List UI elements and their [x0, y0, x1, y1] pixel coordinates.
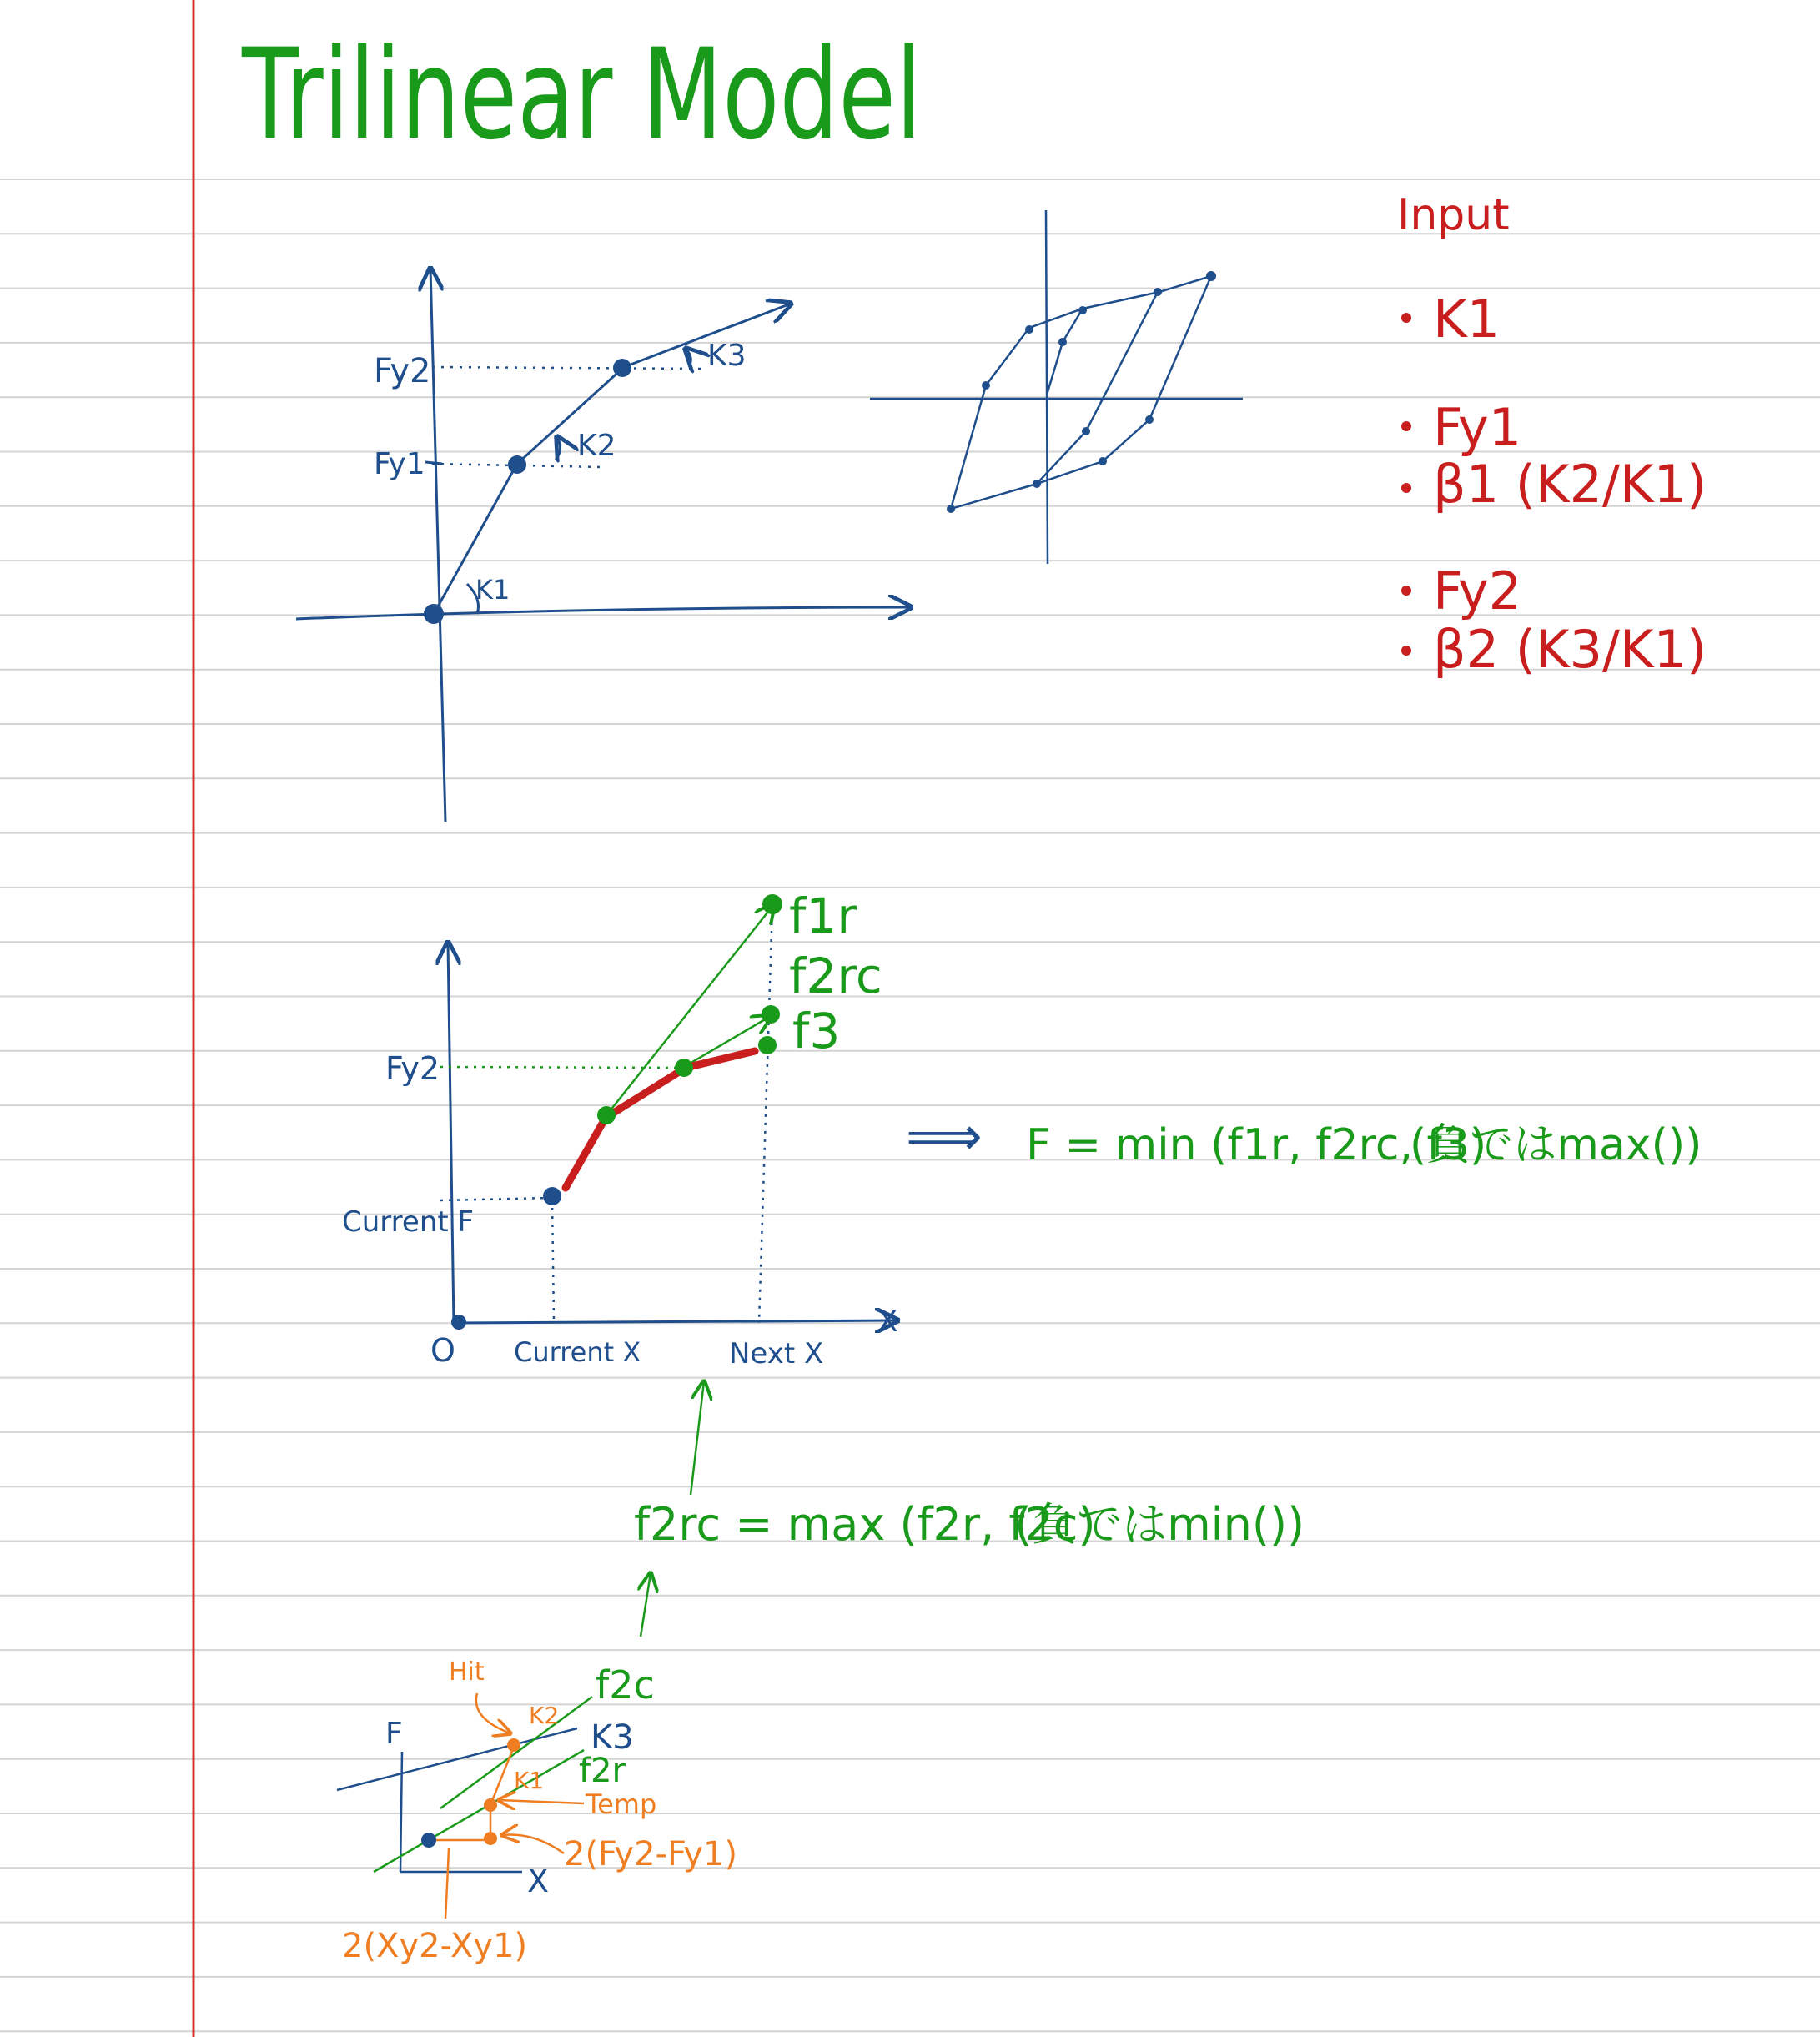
temp-lower-point: [484, 1832, 497, 1845]
detail-label-k1: K1: [514, 1767, 545, 1794]
detail-label-f2r: f2r: [579, 1752, 626, 1790]
backbone-label-fy1: Fy1: [374, 447, 425, 481]
xy-diff-pointer: [445, 1848, 449, 1919]
detail-label-k3: K3: [591, 1718, 634, 1757]
step-label-current-x: Current X: [514, 1336, 641, 1368]
input-bullet: [1401, 313, 1411, 323]
backbone-origin-point: [424, 604, 444, 624]
input-bullet: [1401, 483, 1411, 493]
detail-label-2fy: 2(Fy2-Fy1): [564, 1835, 738, 1874]
backbone-x-axis: [296, 607, 911, 619]
temp-pointer: [499, 1800, 584, 1803]
f3-point: [758, 1036, 777, 1054]
input-bullet: [1401, 646, 1411, 656]
f2rc-equation: f2rc = max (f2r, f2c): [634, 1498, 1096, 1551]
hit-pointer: [476, 1693, 510, 1733]
k3-angle-arc: [686, 349, 691, 367]
input-list: [1401, 289, 1707, 680]
detail-label-hit: Hit: [449, 1657, 485, 1687]
detail-f-axis: [400, 1752, 402, 1872]
hit-point: [507, 1738, 520, 1752]
input-header: Input: [1397, 190, 1510, 240]
temp-point: [484, 1798, 497, 1812]
fy2-guide-line: [432, 367, 701, 369]
input-item-beta1: β1 (K2/K1): [1433, 454, 1707, 515]
backbone-fy1-point: [508, 455, 526, 474]
hysteresis-diagram: [870, 210, 1243, 564]
page-title: Trilinear Model: [241, 23, 923, 168]
yield-fy2-point: [675, 1059, 693, 1077]
f1r-trial-line: [606, 904, 774, 1115]
step-label-fy2: Fy2: [385, 1050, 440, 1087]
yield-fy1-point: [597, 1106, 616, 1124]
detail-label-x: X: [527, 1863, 550, 1899]
fy-diff-pointer: [502, 1834, 564, 1853]
origin-point: [451, 1315, 466, 1330]
equation-arrow: ⟹: [906, 1106, 983, 1168]
detail-start-point: [421, 1833, 436, 1848]
hysteresis-inner-branch: [1037, 292, 1158, 484]
detail-label-f: F: [385, 1717, 403, 1751]
backbone-label-k1: K1: [475, 574, 510, 606]
backbone-label-fy2: Fy2: [374, 352, 431, 390]
backbone-label-k2: K2: [577, 429, 616, 463]
detail-label-f2c: f2c: [596, 1662, 655, 1708]
f2r-line: [374, 1750, 584, 1872]
input-item-k1: K1: [1433, 289, 1501, 350]
input-bullet: [1401, 421, 1411, 431]
detail-label-temp: Temp: [586, 1788, 657, 1820]
step-label-current-f: Current F: [342, 1205, 475, 1239]
detail-label-2xy: 2(Xy2-Xy1): [342, 1927, 528, 1965]
backbone-y-axis: [430, 269, 445, 822]
k2-angle-arc: [556, 437, 561, 460]
force-equation-note: (負ではmax()): [1410, 1120, 1702, 1170]
step-label-next-x: Next X: [729, 1337, 824, 1371]
step-label-f1r: f1r: [789, 888, 857, 944]
f2rc-equation-note: (負ではmin()): [1014, 1498, 1305, 1551]
f2rc-point: [762, 1005, 780, 1024]
step-label-x-axis: X: [877, 1305, 898, 1339]
current-f-dotted-guide: [440, 1198, 551, 1200]
step-y-axis: [448, 943, 454, 1325]
hysteresis-y-axis: [1046, 210, 1048, 564]
input-item-fy2: Fy2: [1433, 561, 1522, 621]
selected-response-path: [566, 1051, 755, 1188]
current-x-dotted-guide: [552, 1200, 554, 1323]
up-arrow-lower: [641, 1573, 651, 1637]
hysteresis-inner-branch-2: [1048, 309, 1083, 392]
input-item-beta2: β2 (K3/K1): [1433, 619, 1707, 680]
up-arrow-upper: [691, 1381, 704, 1495]
hysteresis-points: [947, 271, 1216, 513]
f1r-point: [762, 894, 782, 914]
step-label-f3: f3: [792, 1003, 841, 1059]
backbone-label-k3: K3: [707, 339, 747, 373]
force-equation: F = min (f1r, f2rc, f3): [1026, 1120, 1487, 1170]
step-label-origin: O: [430, 1332, 455, 1369]
detail-label-k2: K2: [529, 1702, 560, 1729]
next-x-dotted-guide: [759, 906, 772, 1323]
current-state-point: [543, 1187, 561, 1205]
fy1-tick: [425, 462, 442, 464]
step-label-f2rc: f2rc: [789, 948, 882, 1004]
input-bullet: [1401, 586, 1411, 596]
input-item-fy1: Fy1: [1433, 397, 1522, 458]
backbone-fy2-point: [613, 359, 631, 377]
